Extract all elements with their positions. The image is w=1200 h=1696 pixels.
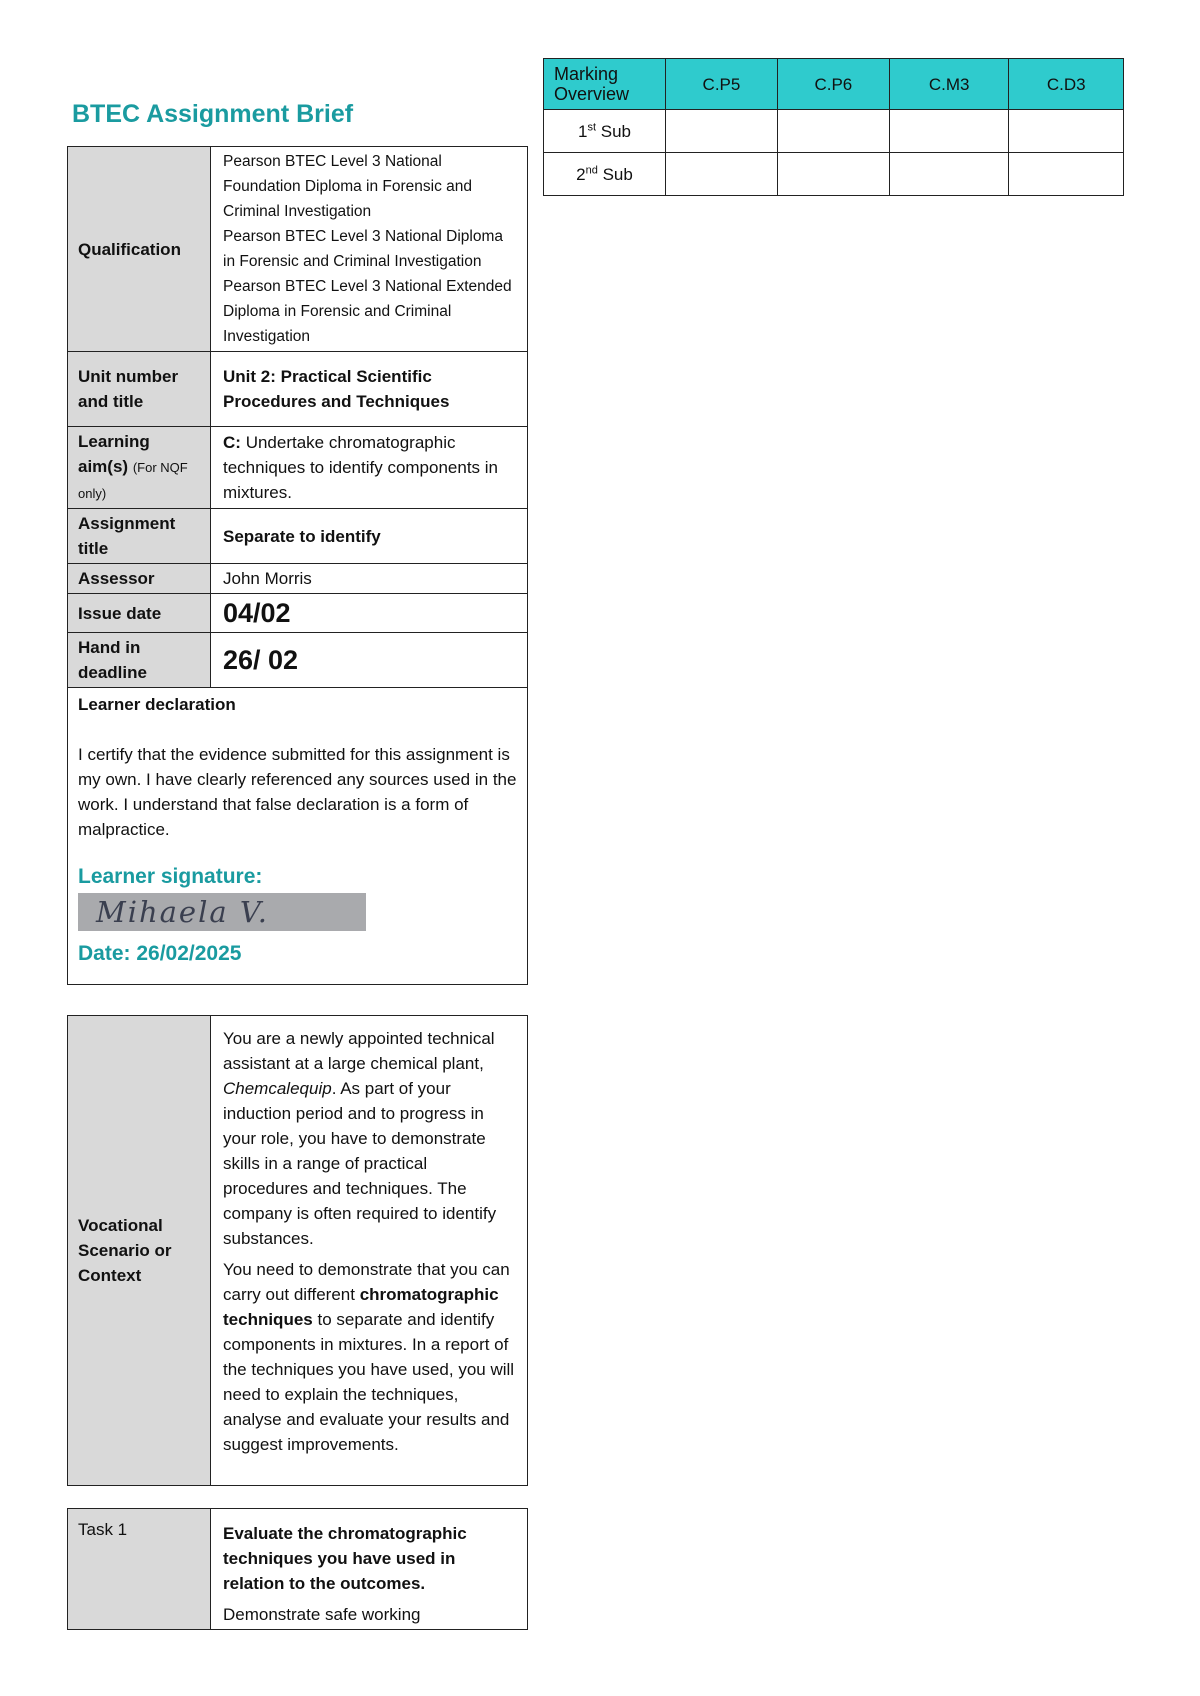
task-row bbox=[68, 1509, 528, 1630]
task-text: Demonstrate safe working bbox=[223, 1605, 421, 1624]
submission-label: 1st Sub bbox=[544, 110, 666, 153]
marking-cell[interactable] bbox=[666, 153, 778, 196]
task-table bbox=[67, 1508, 528, 1630]
scenario-table bbox=[67, 1015, 528, 1486]
marking-row bbox=[544, 110, 1124, 153]
issue-date-label: Issue date bbox=[68, 594, 211, 633]
company-name: Chemcalequip bbox=[223, 1079, 332, 1098]
signature-image: Mihaela V. bbox=[78, 893, 366, 931]
scenario-row bbox=[68, 1016, 528, 1486]
task-heading: Evaluate the chromatographic techniques you have used in relation to the outcomes. bbox=[223, 1524, 467, 1593]
marking-cell[interactable] bbox=[889, 153, 1009, 196]
deadline-row bbox=[68, 633, 528, 688]
signature-label: Learner signature: bbox=[78, 865, 263, 888]
declaration-text: I certify that the evidence submitted for this assignment is my own. I have clearly referenced any sources used in the work. I understand that false declaration is a form of malpractice. bbox=[78, 745, 517, 839]
marking-header-cell: Marking Overview bbox=[544, 59, 666, 110]
marking-header-cell: C.P5 bbox=[666, 59, 778, 110]
assignment-title-row bbox=[68, 509, 528, 564]
qualification-line: Pearson BTEC Level 3 National Extended Diploma in Forensic and Criminal Investigation bbox=[223, 278, 512, 345]
assessor-value: John Morris bbox=[211, 564, 528, 594]
marking-overview-table bbox=[543, 58, 1124, 196]
assignment-title-label: Assignment title bbox=[68, 509, 211, 564]
unit-label: Unit number and title bbox=[68, 352, 211, 427]
learning-aim-label: Learning aim(s) (For NQF only) bbox=[68, 427, 211, 509]
declaration-heading: Learner declaration bbox=[78, 695, 236, 714]
learning-aim-value: C: Undertake chromatographic techniques to identify components in mixtures. bbox=[211, 427, 528, 509]
marking-row bbox=[544, 153, 1124, 196]
marking-cell[interactable] bbox=[1009, 153, 1124, 196]
deadline-label: Hand in deadline bbox=[68, 633, 211, 688]
assessor-row bbox=[68, 564, 528, 594]
scenario-label: Vocational Scenario or Context bbox=[68, 1016, 211, 1486]
deadline-value: 26/ 02 bbox=[211, 633, 528, 688]
qualification-row bbox=[68, 147, 528, 352]
task-label: Task 1 bbox=[68, 1509, 211, 1630]
unit-row bbox=[68, 352, 528, 427]
marking-cell[interactable] bbox=[777, 153, 889, 196]
learning-aim-row bbox=[68, 427, 528, 509]
declaration-row bbox=[68, 688, 528, 985]
marking-cell[interactable] bbox=[1009, 110, 1124, 153]
submission-label: 2nd Sub bbox=[544, 153, 666, 196]
marking-header-cell: C.D3 bbox=[1009, 59, 1124, 110]
declaration-date: Date: 26/02/2025 bbox=[78, 942, 242, 965]
qualification-line: Pearson BTEC Level 3 National Diploma in Forensic and Criminal Investigation bbox=[223, 228, 503, 270]
marking-cell[interactable] bbox=[666, 110, 778, 153]
assignment-title-value: Separate to identify bbox=[211, 509, 528, 564]
learner-declaration bbox=[68, 688, 528, 985]
learning-aim-note: (For NQF only) bbox=[78, 460, 188, 501]
scenario-value bbox=[211, 1016, 528, 1486]
qualification-value bbox=[211, 147, 528, 352]
unit-value: Unit 2: Practical Scientific Procedures and Techniques bbox=[211, 352, 528, 427]
issue-date-row bbox=[68, 594, 528, 633]
marking-header-row bbox=[544, 59, 1124, 110]
page-title: BTEC Assignment Brief bbox=[72, 100, 354, 128]
assessor-label: Assessor bbox=[68, 564, 211, 594]
marking-cell[interactable] bbox=[889, 110, 1009, 153]
qualification-label: Qualification bbox=[68, 147, 211, 352]
qualification-line: Pearson BTEC Level 3 National Foundation Diploma in Forensic and Criminal Investigation bbox=[223, 153, 472, 220]
assignment-brief-table bbox=[67, 146, 528, 985]
issue-date-value: 04/02 bbox=[211, 594, 528, 633]
scenario-paragraph: You are a newly appointed technical assistant at a large chemical plant, Chemcalequip. As part of your induction period and to progress in your role, you have to demonstrate skills in a range of practical procedures and techniques. The company is often required to identify substances. bbox=[223, 1029, 497, 1248]
marking-header-cell: C.P6 bbox=[777, 59, 889, 110]
marking-cell[interactable] bbox=[777, 110, 889, 153]
marking-header-cell: C.M3 bbox=[889, 59, 1009, 110]
scenario-paragraph: You need to demonstrate that you can carry out different chromatographic techniques to separate and identify components in mixtures. In a report of the techniques you have used, you will need to explain the techniques, analyse and evaluate your results and suggest improvements. bbox=[223, 1260, 515, 1454]
task-value bbox=[211, 1509, 528, 1630]
